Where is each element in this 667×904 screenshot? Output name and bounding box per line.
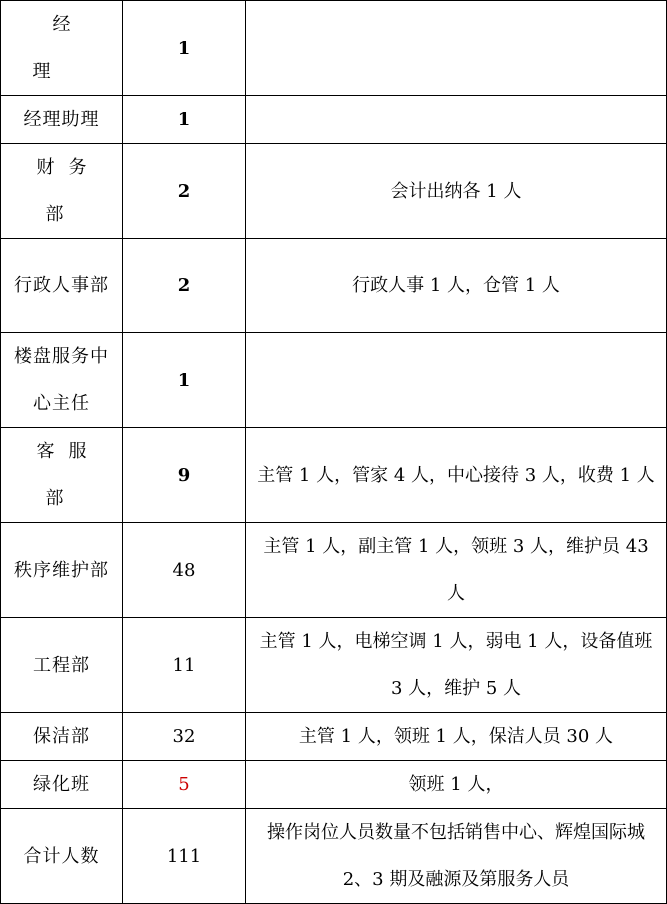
headcount-cell: 1 — [123, 333, 246, 428]
table-row — [1, 144, 667, 239]
note-cell: 主管 1 人，副主管 1 人，领班 3 人，维护员 43 人 — [246, 523, 667, 618]
department-cell: 工程部 — [1, 618, 123, 713]
department-cell: 经理 — [1, 1, 123, 96]
note-cell — [246, 96, 667, 144]
table-row — [1, 428, 667, 523]
table-row — [1, 333, 667, 428]
department-cell: 客服部 — [1, 428, 123, 523]
headcount-cell: 2 — [123, 239, 246, 333]
headcount-cell: 5 — [123, 761, 246, 809]
note-cell: 主管 1 人，管家 4 人，中心接待 3 人，收费 1 人 — [246, 428, 667, 523]
headcount-cell: 11 — [123, 618, 246, 713]
department-cell: 绿化班 — [1, 761, 123, 809]
table-row — [1, 523, 667, 618]
headcount-cell: 9 — [123, 428, 246, 523]
table-row — [1, 713, 667, 761]
table-row — [1, 761, 667, 809]
headcount-cell: 1 — [123, 96, 246, 144]
headcount-cell: 32 — [123, 713, 246, 761]
total-count-cell: 111 — [123, 809, 246, 904]
headcount-cell: 2 — [123, 144, 246, 239]
note-cell — [246, 1, 667, 96]
department-cell: 楼盘服务中心主任 — [1, 333, 123, 428]
table-row — [1, 239, 667, 333]
note-cell: 主管 1 人，领班 1 人，保洁人员 30 人 — [246, 713, 667, 761]
department-cell: 经理助理 — [1, 96, 123, 144]
note-cell: 行政人事 1 人，仓管 1 人 — [246, 239, 667, 333]
headcount-cell: 48 — [123, 523, 246, 618]
note-cell: 操作岗位人员数量不包括销售中心、辉煌国际城 2、3 期及融源及第服务人员 — [246, 809, 667, 904]
note-cell: 领班 1 人， — [246, 761, 667, 809]
department-cell: 秩序维护部 — [1, 523, 123, 618]
note-cell — [246, 333, 667, 428]
table-row — [1, 96, 667, 144]
note-cell: 主管 1 人，电梯空调 1 人，弱电 1 人，设备值班 3 人，维护 5 人 — [246, 618, 667, 713]
table-row — [1, 1, 667, 96]
table-row — [1, 809, 667, 904]
headcount-cell: 1 — [123, 1, 246, 96]
department-cell: 行政人事部 — [1, 239, 123, 333]
total-label-cell: 合计人数 — [1, 809, 123, 904]
department-cell: 保洁部 — [1, 713, 123, 761]
note-cell: 会计出纳各 1 人 — [246, 144, 667, 239]
department-cell: 财务部 — [1, 144, 123, 239]
table-row — [1, 618, 667, 713]
